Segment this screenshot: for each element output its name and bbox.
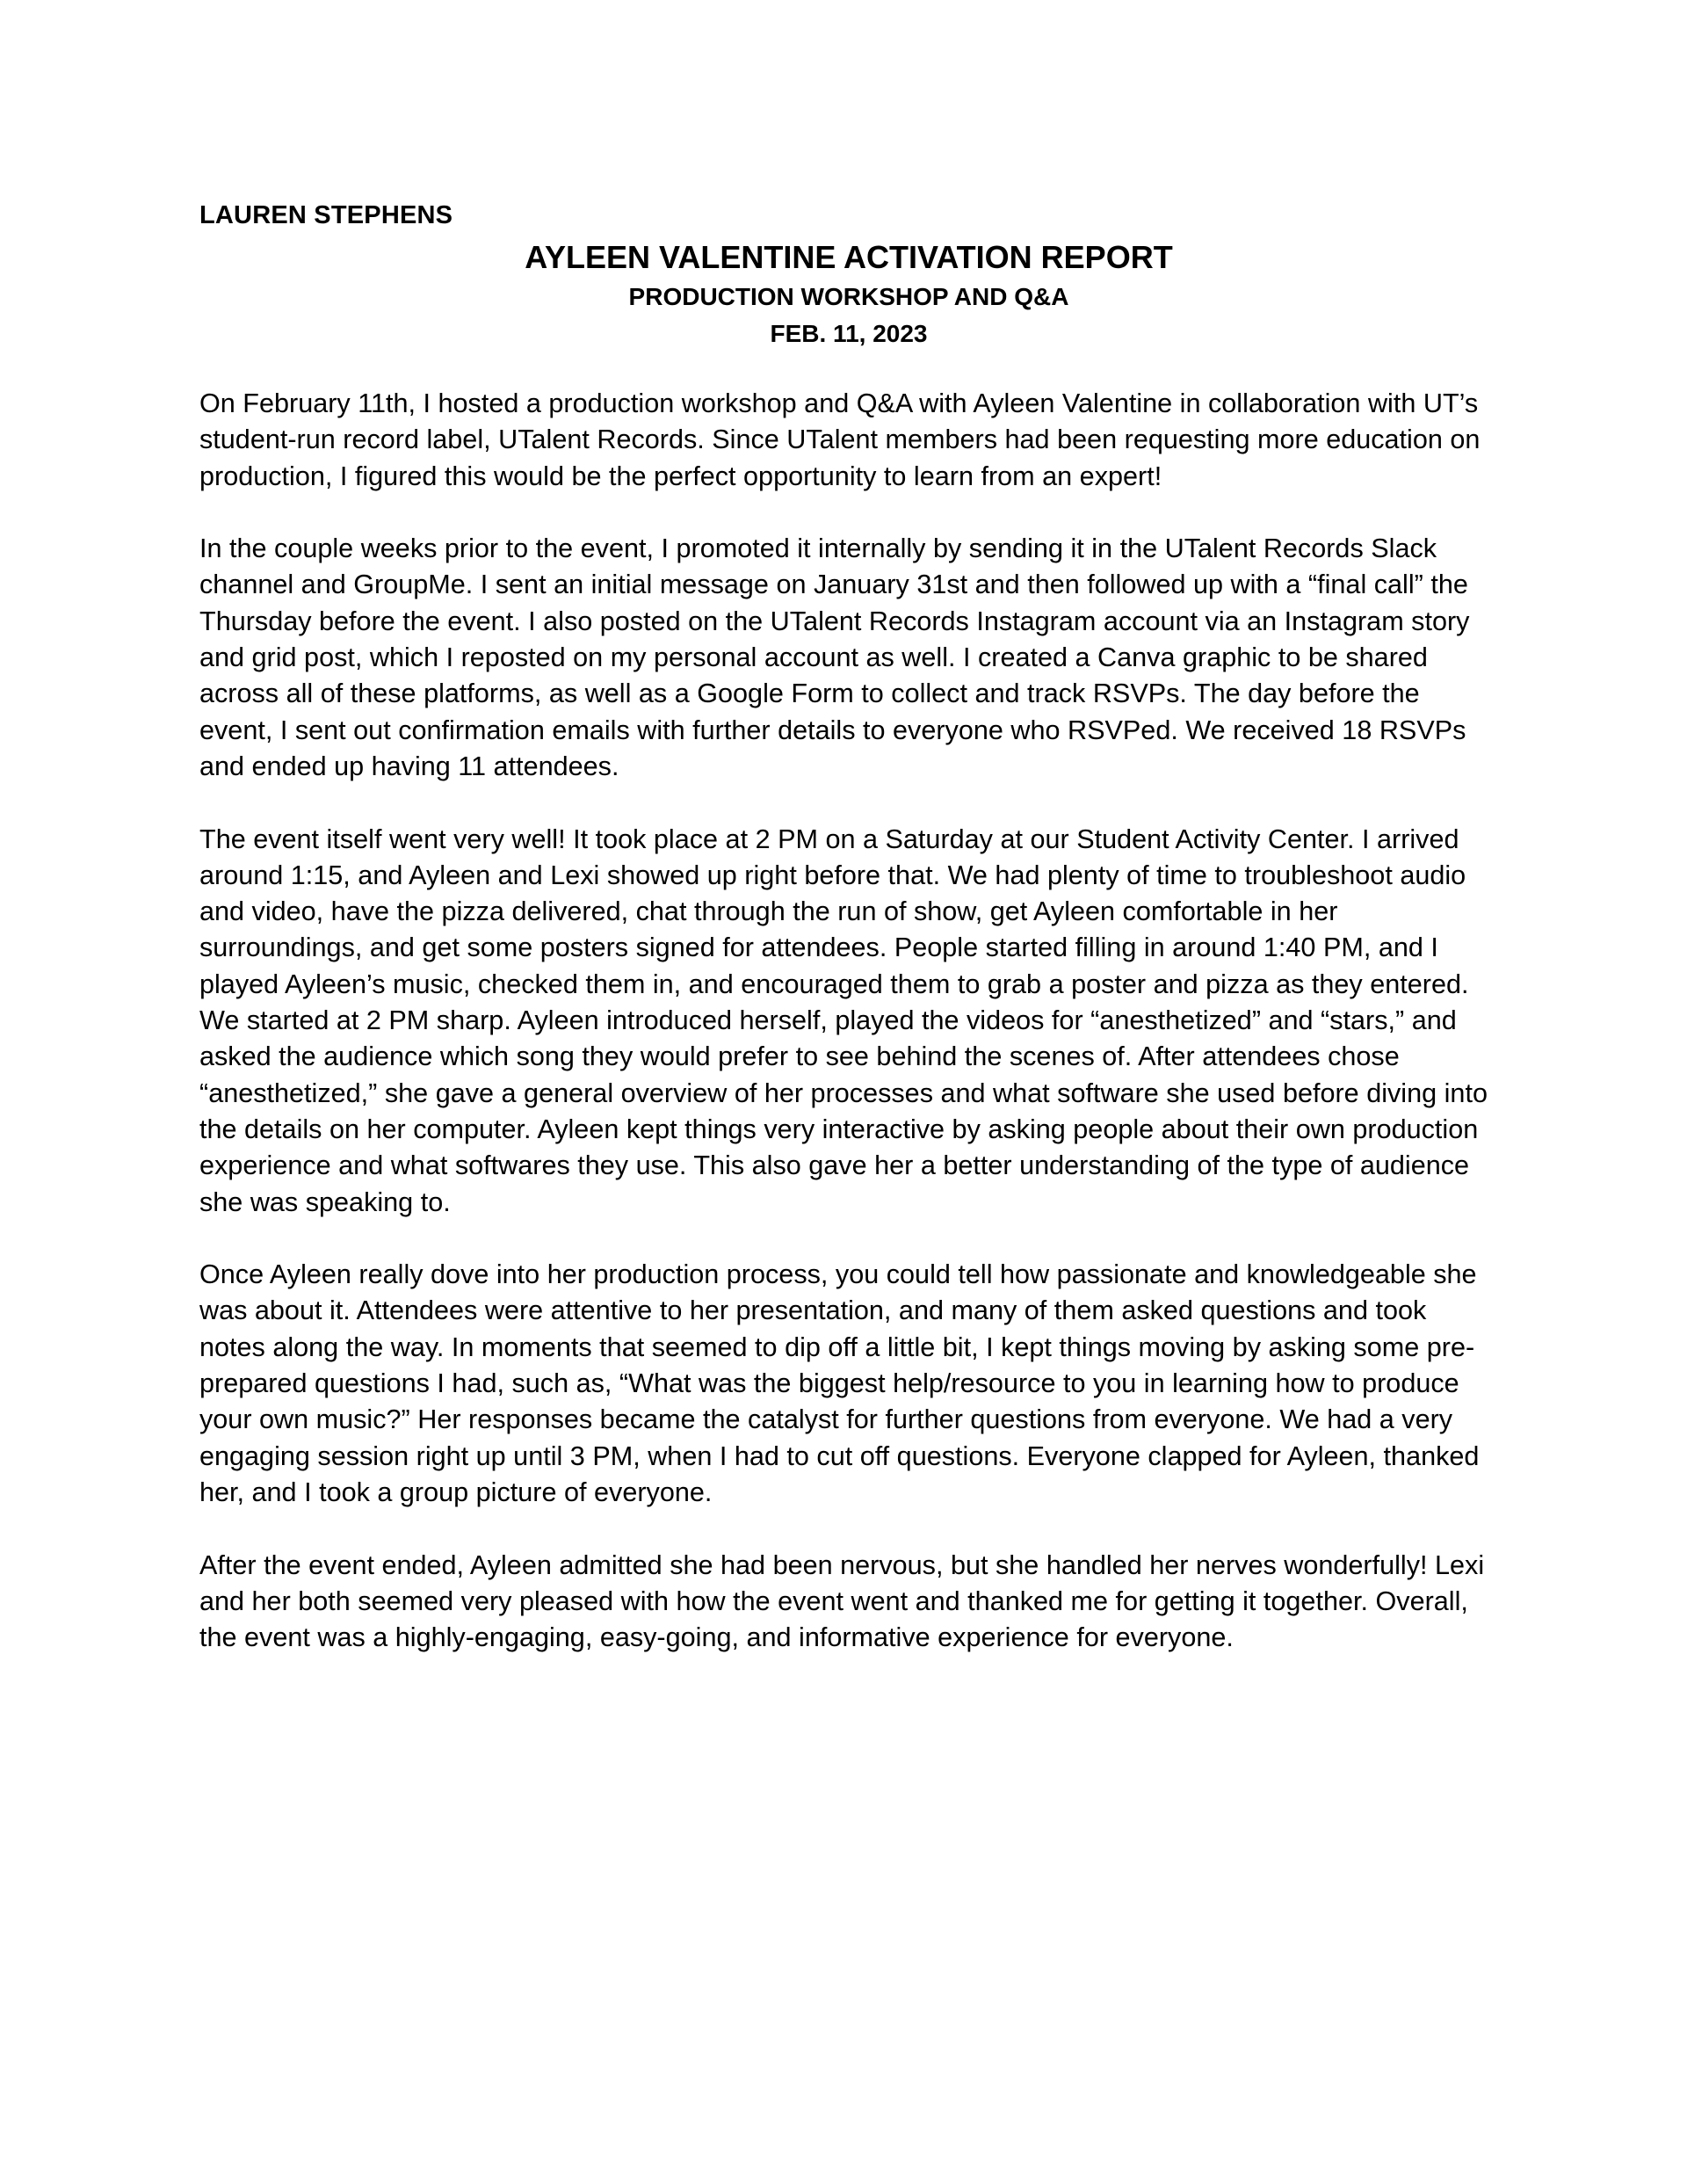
paragraph-event: The event itself went very well! It took place at 2 PM on a Saturday at our Student Activity Center. I arrived around 1:15, and Ayleen and Lexi showed up right before that. We had plenty of time to troubleshoot audio and video, have the pizza delivered, chat through the run of show, get Ayleen comfortable in her surroundings, and get some posters signed for attendees. People started filling in around 1:40 PM, and I played Ayleen’s music, checked them in, and encouraged them to grab a poster and pizza as they entered. We started at 2 PM sharp. Ayleen introduced herself, played the videos for “anesthetized” and “stars,” and asked the audience which song they would prefer to see behind the scenes of. After attendees chose “anesthetized,” she gave a general overview of her processes and what software she used before diving into the details on her computer. Ayleen kept things very interactive by asking people about their own production experience and what softwares they use. This also gave her a better understanding of the type of audience she was speaking to. bbox=[199, 824, 1488, 1217]
report-title: AYLEEN VALENTINE ACTIVATION REPORT bbox=[525, 239, 1173, 275]
paragraph-promotion: In the couple weeks prior to the event, I promoted it internally by sending it in the UTalent Records Slack channel and GroupMe. I sent an initial message on January 31st and then followed up with a “final call” the Thursday before the event. I also posted on the UTalent Records Instagram account via an Instagram story and grid post, which I reposted on my personal account as well. I created a Canva graphic to be shared across all of these platforms, as well as a Google Form to collect and track RSVPs. The day before the event, I sent out confirmation emails with further details to everyone who RSVPed. We received 18 RSVPs and ended up having 11 attendees. bbox=[199, 533, 1470, 781]
paragraph-process: Once Ayleen really dove into her production process, you could tell how passionate and knowledgeable she was about it. Attendees were attentive to her presentation, and many of them asked questions and took notes along the way. In moments that seemed to dip off a little bit, I kept things moving by asking some pre-prepared questions I had, such as, “What was the biggest help/resource to you in learning how to produce your own music?” Her responses became the catalyst for further questions from everyone. We had a very engaging session right up until 3 PM, when I had to cut off questions. Everyone clapped for Ayleen, thanked her, and I took a group picture of everyone. bbox=[199, 1259, 1480, 1507]
report-date: FEB. 11, 2023 bbox=[770, 320, 928, 347]
paragraph-intro: On February 11th, I hosted a production workshop and Q&A with Ayleen Valentine in collaboration with UT’s student-run record label, UTalent Records. Since UTalent members had been requesting more education on production, I figured this would be the perfect opportunity to learn from an expert! bbox=[199, 388, 1481, 491]
author-name: LAUREN STEPHENS bbox=[199, 201, 453, 229]
report-subtitle: PRODUCTION WORKSHOP AND Q&A bbox=[628, 283, 1069, 310]
report-body bbox=[199, 386, 1498, 1656]
paragraph-conclusion: After the event ended, Ayleen admitted she had been nervous, but she handled her nerves wonderfully! Lexi and her both seemed very pleased with how the event went and thanked me for getting it together. Overall, the event was a highly-engaging, easy-going, and informative experience for everyone. bbox=[199, 1549, 1485, 1653]
document-content bbox=[199, 194, 1498, 1693]
